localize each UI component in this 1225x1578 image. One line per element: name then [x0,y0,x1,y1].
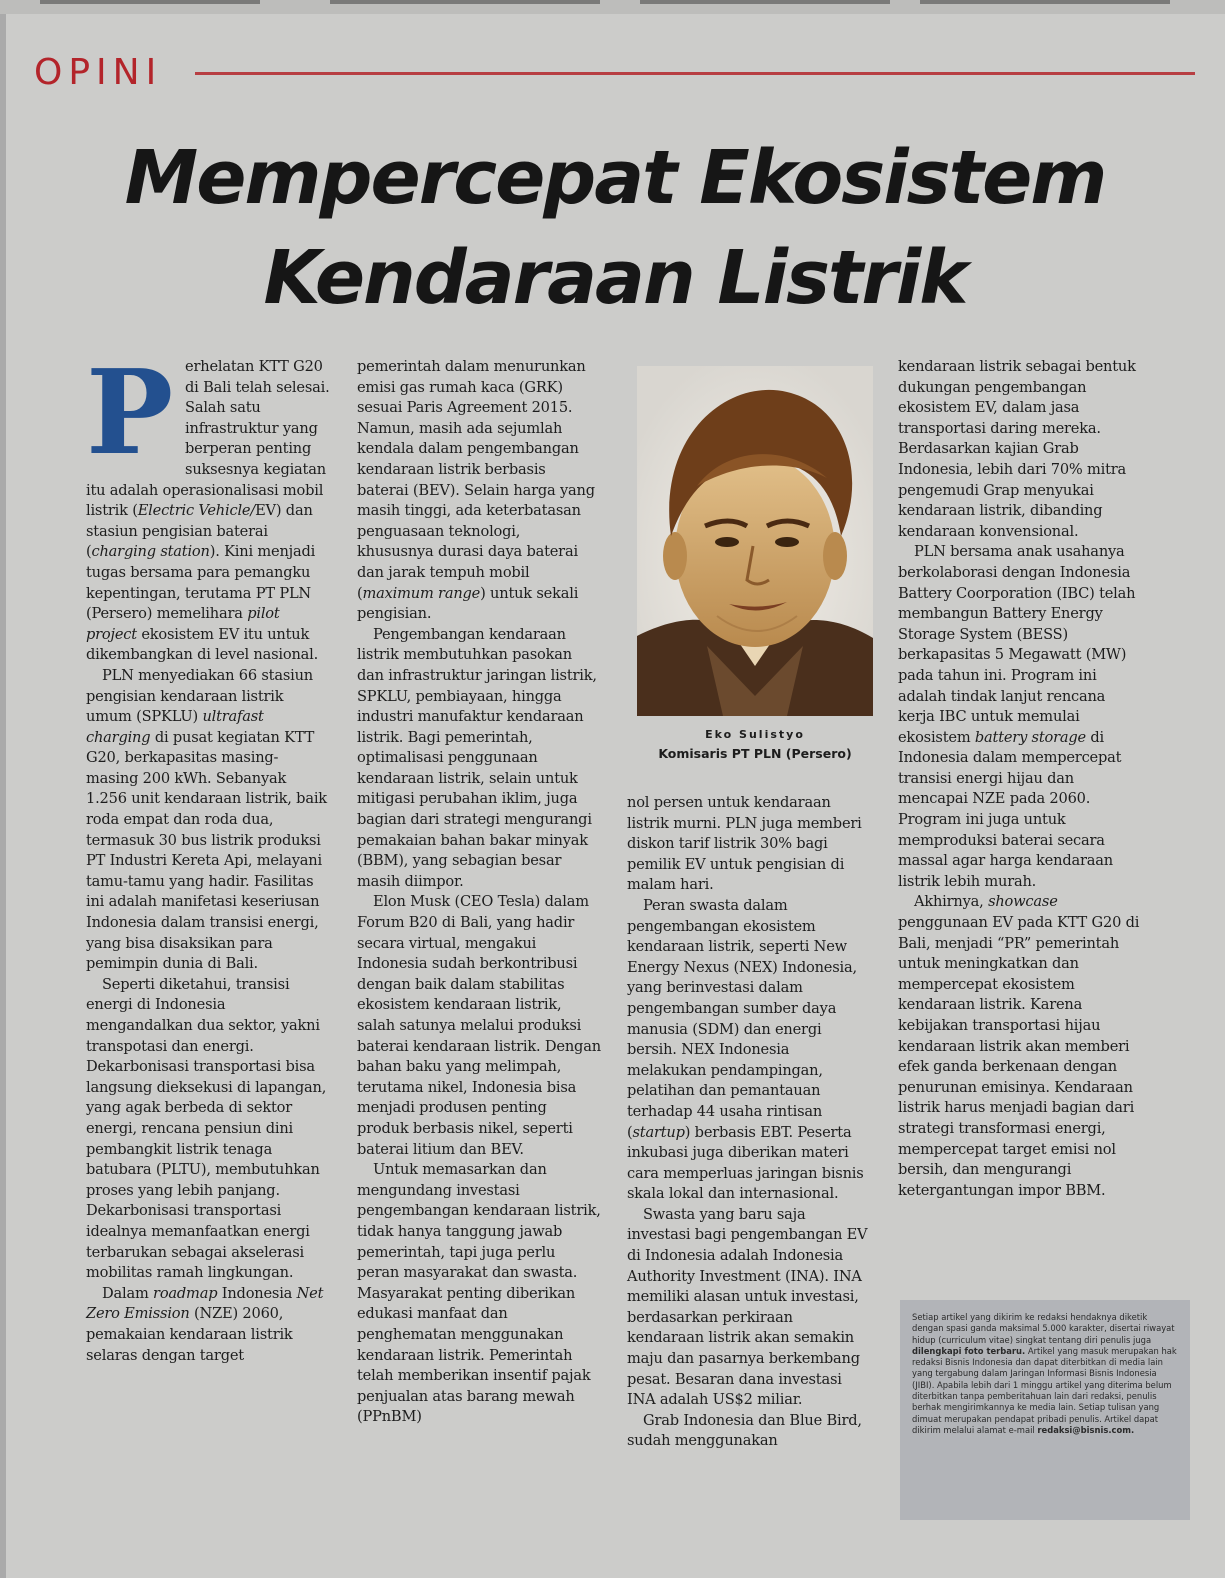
paragraph: Perhelatan KTT G20 di Bali telah selesai. Salah satu infrastruktur yang berperan penting suksesnya kegiatan itu adalah operasionalisasi mobil listrik (Electric Vehicle/EV) dan stasiun pengisian baterai (charging station). Kini menjadi tugas bersama para pemangku kepentingan, terutama PT PLN (Persero) memelihara pilot project ekosistem EV itu untuk dikembangkan di level nasional. [86,345,330,664]
paragraph: Peran swasta dalam pengembangan ekosistem kendaraan listrik, seperti New Energy Nexus (NEX) Indonesia, yang berinvestasi dalam pengembangan sumber daya manusia (SDM) dan energi bersih. NEX Indonesia melakukan pendampingan, pelatihan dan pemantauan terhadap 44 usaha rintisan (startup) berbasis EBT. Peserta inkubasi juga diberikan materi cara memperluas jaringan bisnis skala lokal dan internasional. [627,896,864,1203]
paragraph: pemerintah dalam menurunkan emisi gas rumah kaca (GRK) sesuai Paris Agreement 2015. Namun, masih ada sejumlah kendala dalam pengembangan kendaraan listrik berbasis baterai (BEV). Selain harga yang masih tinggi, ada keterbatasan penguasaan teknologi, khususnya durasi daya baterai dan jarak tempuh mobil (maximum range) untuk sekali pengisian. [357,358,595,623]
section-label: OPINI [34,52,163,93]
paragraph: Untuk memasarkan dan mengundang investasi pengembangan kendaraan listrik, tidak hanya tanggung jawab pemerintah, tapi juga perlu peran masyarakat dan swasta. Masyarakat penting diberikan edukasi manfaat dan penghematan menggunakan kendaraan listrik. Pemerintah telah memberikan insentif pajak penjualan atas barang mewah (PPnBM) [357,1161,601,1426]
paragraph: PLN menyediakan 66 stasiun pengisian kendaraan listrik umum (SPKLU) ultrafast charging di pusat kegiatan KTT G20, berkapasitas masing-masing 200 kWh. Sebanyak 1.256 unit kendaraan listrik, baik roda empat dan roda dua, termasuk 30 bus listrik produksi PT Industri Kereta Api, melayani tamu-tamu yang hadir. Fasilitas ini adalah manifetasi keseriusan Indonesia dalam transisi energi, yang bisa disaksikan para pemimpin dunia di Bali. [86,666,327,973]
author-portrait [637,366,873,716]
paragraph: Elon Musk (CEO Tesla) dalam Forum B20 di Bali, yang hadir secara virtual, mengakui Indonesia sudah berkontribusi dengan baik dalam stabilitas ekosistem kendaraan listrik, salah satunya melalui produksi baterai kendaraan listrik. Dengan bahan baku yang melimpah, terutama nikel, Indonesia bisa menjadi produsen penting produk berbasis nikel, seperti baterai litium dan BEV. [357,893,601,1158]
paragraph: Seperti diketahui, transisi energi di Indonesia mengandalkan dua sektor, yakni transpotasi dan energi. Dekarbonisasi transportasi bisa langsung dieksekusi di lapangan, yang agak berbeda di sektor energi, rencana pensiun dini pembangkit listrik tenaga batubara (PLTU), membutuhkan proses yang lebih panjang. Dekarbonisasi transportasi idealnya memanfaatkan energi terbarukan sebagai akselerasi mobilitas ramah lingkungan. [86,975,327,1282]
article-column-3 [627,793,871,1452]
paragraph: Grab Indonesia dan Blue Bird, sudah menggunakan [627,1411,862,1450]
headline-line-2: Kendaraan Listrik [263,235,967,321]
paragraph: Pengembangan kendaraan listrik membutuhkan pasokan dan infrastruktur jaringan listrik, SPKLU, pembiayaan, hingga industri manufaktur kendaraan listrik. Bagi pemerintah, optimalisasi penggunaan kendaraan listrik, selain untuk mitigasi perubahan iklim, juga bagian dari strategi mengurangi pemakaian bahan bakar minyak (BBM), yang sebagian besar masih diimpor. [357,625,597,890]
article-column-2 [357,357,601,1428]
paragraph: nol persen untuk kendaraan listrik murni. PLN juga memberi diskon tarif listrik 30% bagi pemilik EV untuk pengisian di malam hari. [627,794,862,894]
previous-page-strip [0,0,1225,14]
section-divider [195,72,1195,75]
drop-cap: P [86,345,174,481]
paragraph: PLN bersama anak usahanya berkolaborasi dengan Indonesia Battery Coorporation (IBC) telah membangun Battery Energy Storage System (BESS) berkapasitas 5 Megawatt (MW) pada tahun ini. Program ini adalah tindak lanjut rencana kerja IBC untuk memulai ekosistem battery storage di Indonesia dalam mempercepat transisi energi hijau dan mencapai NZE pada 2060. Program ini juga untuk memproduksi baterai secara massal agar harga kendaraan listrik lebih murah. [898,543,1136,890]
author-role: Komisaris PT PLN (Persero) [658,746,852,761]
paragraph: Dalam roadmap Indonesia Net Zero Emission (NZE) 2060, pemakaian kendaraan listrik selaras dengan target [86,1284,324,1364]
article-headline [60,128,1170,328]
page-edge [0,0,6,1578]
article-column-1 [86,345,330,1366]
paragraph: kendaraan listrik sebagai bentuk dukungan pengembangan ekosistem EV, dalam jasa transportasi daring mereka. Berdasarkan kajian Grab Indonesia, lebih dari 70% mitra pengemudi Grap menyukai kendaraan listrik, dibanding kendaraan konvensional. [898,358,1136,540]
paragraph: Akhirnya, showcase penggunaan EV pada KTT G20 di Bali, menjadi “PR” pemerintah untuk meningkatkan dan mempercepat ekosistem kendaraan listrik. Karena kebijakan transportasi hijau kendaraan listrik akan memberi efek ganda berkenaan dengan penurunan emisinya. Kendaraan listrik harus menjadi bagian dari strategi transformasi energi, mempercepat target emisi nol bersih, dan mengurangi ketergantungan impor BBM. [898,893,1140,1199]
submission-notice: Setiap artikel yang dikirim ke redaksi hendaknya diketik dengan spasi ganda maksimal 5.000 karakter, disertai riwayat hidup (curriculum vitae) singkat tentang diri penulis juga dilengkapi foto terbaru. Artikel yang masuk merupakan hak redaksi Bisnis Indonesia dan dapat diterbitkan di media lain yang tergabung dalam Jaringan Informasi Bisnis Indonesia (JIBI). Apabila lebih dari 1 minggu artikel yang diterima belum diterbitkan tanpa pemberitahuan lain dari redaksi, penulis berhak mengirimkannya ke media lain. Setiap tulisan yang dimuat merupakan pendapat pribadi penulis. Artikel dapat dikirim melalui alamat e-mail redaksi@bisnis.com. [900,1300,1190,1520]
paragraph: Swasta yang baru saja investasi bagi pengembangan EV di Indonesia adalah Indonesia Authority Investment (INA). INA memiliki alasan untuk investasi, berdasarkan perkiraan kendaraan listrik akan semakin maju dan pasarnya berkembang pesat. Besaran dana investasi INA adalah US$2 miliar. [627,1205,868,1409]
notice-email: redaksi@bisnis.com. [1037,1424,1135,1435]
article-column-4 [898,357,1146,1201]
author-name: Eko Sulistyo [705,728,805,741]
headline-line-1: Mempercepat Ekosistem [124,135,1106,221]
